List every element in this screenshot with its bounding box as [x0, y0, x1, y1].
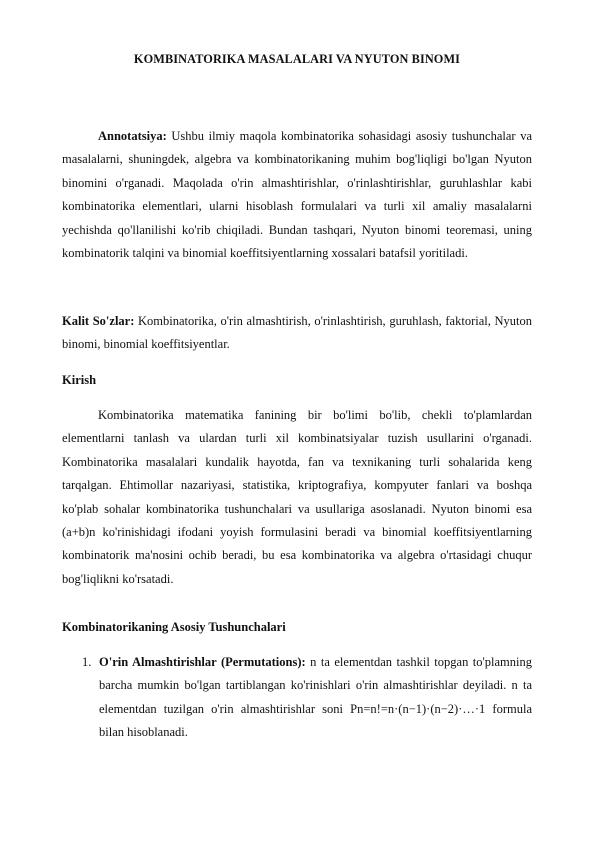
abstract-label: Annotatsiya:: [98, 129, 167, 143]
abstract-text: Ushbu ilmiy maqola kombinatorika sohasidagi asosiy tushunchalar va masalalarni, shuningdek, algebra va kombinatorikaning muhim bog'liqligi bo'lgan Nyuton binomini o'rganadi. Maqolada o'rin almashtirishlar, o'rinlashtirishlar, guruhlashlar kabi kombinatorika elementlari, ularni hisoblash formulalari va turli xil amaliy masalalarni yechishda qo'llanilishi ko'rib chiqiladi. Bundan tashqari, Nyuton binomi teoremasi, uning kombinatorik talqini va binomial koeffitsiyentlarning xossalari batafsil yoritiladi.: [62, 129, 532, 261]
paper-title: KOMBINATORIKA MASALALARI VA NYUTON BINOMI: [133, 52, 461, 66]
list-item-number: 1.: [82, 655, 92, 669]
keywords-text: Kombinatorika, o'rin almashtirish, o'rinlashtirish, guruhlash, faktorial, Nyuton binomi, binomial koeffitsiyentlar.: [62, 314, 532, 352]
keywords-label: Kalit So'zlar:: [62, 314, 135, 328]
keywords-paragraph: [62, 310, 532, 357]
intro-paragraph: Kombinatorika matematika fanining bir bo'limi bo'lib, chekli to'plamlardan elementlarni tanlash va ulardan turli xil kombinatsiyalar tuzish usullarini o'rganadi. Kombinatorika masalalari kundalik hayotda, fan va texnikaning turli sohalarida keng tarqalgan. Ehtimollar nazariyasi, statistika, kriptografiya, kompyuter fanlari va boshqa ko'plab sohalar kombinatorika tushunchalari va usullariga asoslanadi. Nyuton binomi esa (a+b)n ko'rinishidagi ifodani yoyish formulasini beradi va binomial koeffitsiyentlarning kombinatorik ma'nosini ochib beradi, bu esa kombinatorika va algebra o'rtasidagi chuqur bog'liqlikni ko'rsatadi.: [62, 408, 532, 586]
list-item: [82, 651, 532, 745]
list-item-text: n ta elementdan tashkil topgan to'plamning barcha mumkin bo'lgan tartiblangan ko'rinishlari o'rin almashtirishlar deyiladi. n ta elementdan tuzilgan o'rin almashtirishlar soni Pn=n!=n·(n−1)·(n−2)·…·1 formula bilan hisoblanadi.: [99, 655, 532, 740]
abstract-paragraph: [62, 125, 532, 265]
list-item-label: O'rin Almashtirishlar (Permutations):: [99, 655, 306, 669]
section-heading: Kombinatorikaning Asosiy Tushunchalari: [62, 620, 286, 634]
intro-heading: Kirish: [62, 373, 97, 387]
list-item-body: [99, 651, 532, 745]
